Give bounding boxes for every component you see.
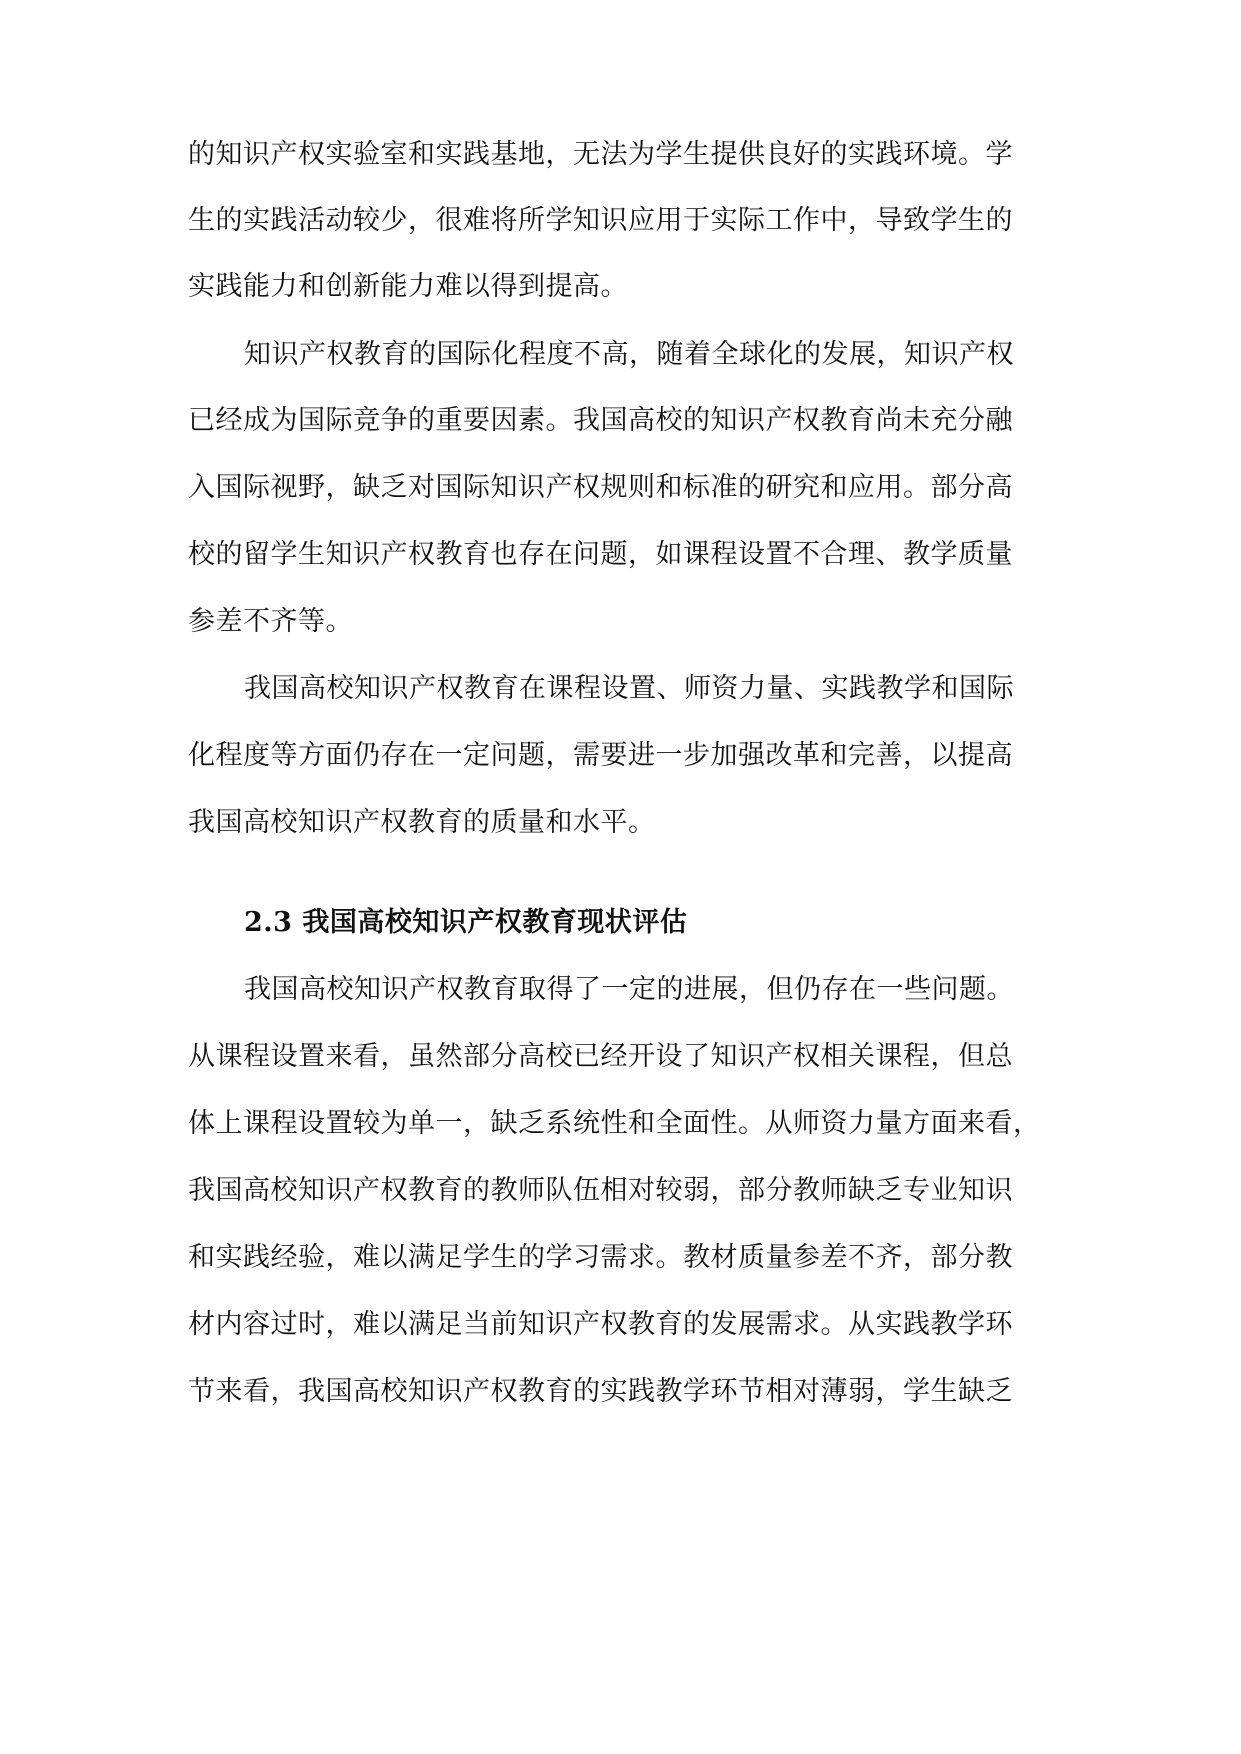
- section-paragraph-line-7: 节来看，我国高校知识产权教育的实践教学环节相对薄弱，学生缺乏: [188, 1376, 1013, 1407]
- section-paragraph-line-3: 体上课程设置较为单一，缺乏系统性和全面性。从师资力量方面来看，: [188, 1108, 1041, 1139]
- paragraph-2-line-2: 已经成为国际竞争的重要因素。我国高校的知识产权教育尚未充分融: [188, 405, 1013, 436]
- paragraph-1-line-2: 生的实践活动较少，很难将所学知识应用于实际工作中，导致学生的: [188, 205, 1013, 236]
- paragraph-2-line-1: 知识产权教育的国际化程度不高，随着全球化的发展，知识产权: [244, 339, 1014, 370]
- paragraph-2-line-4: 校的留学生知识产权教育也存在问题，如课程设置不合理、教学质量: [188, 539, 1013, 570]
- paragraph-2-line-5: 参差不齐等。: [188, 606, 353, 637]
- section-paragraph-line-5: 和实践经验，难以满足学生的学习需求。教材质量参差不齐，部分教: [188, 1242, 1013, 1273]
- paragraph-1-line-3: 实践能力和创新能力难以得到提高。: [188, 271, 628, 302]
- paragraph-3-line-3: 我国高校知识产权教育的质量和水平。: [188, 807, 656, 838]
- paragraph-3-line-1: 我国高校知识产权教育在课程设置、师资力量、实践教学和国际: [244, 673, 1014, 704]
- paragraph-1-line-1: 的知识产权实验室和实践基地，无法为学生提供良好的实践环境。学: [188, 139, 1013, 170]
- section-paragraph-line-1: 我国高校知识产权教育取得了一定的进展，但仍存在一些问题。: [244, 974, 1014, 1005]
- paragraph-3-line-2: 化程度等方面仍存在一定问题，需要进一步加强改革和完善，以提高: [188, 740, 1013, 771]
- section-paragraph-line-6: 材内容过时，难以满足当前知识产权教育的发展需求。从实践教学环: [188, 1309, 1013, 1340]
- section-heading: 2.3 我国高校知识产权教育现状评估: [244, 907, 688, 938]
- paragraph-2-line-3: 入国际视野，缺乏对国际知识产权规则和标准的研究和应用。部分高: [188, 472, 1013, 503]
- section-paragraph-line-4: 我国高校知识产权教育的教师队伍相对较弱，部分教师缺乏专业知识: [188, 1175, 1013, 1206]
- section-paragraph-line-2: 从课程设置来看，虽然部分高校已经开设了知识产权相关课程，但总: [188, 1041, 1013, 1072]
